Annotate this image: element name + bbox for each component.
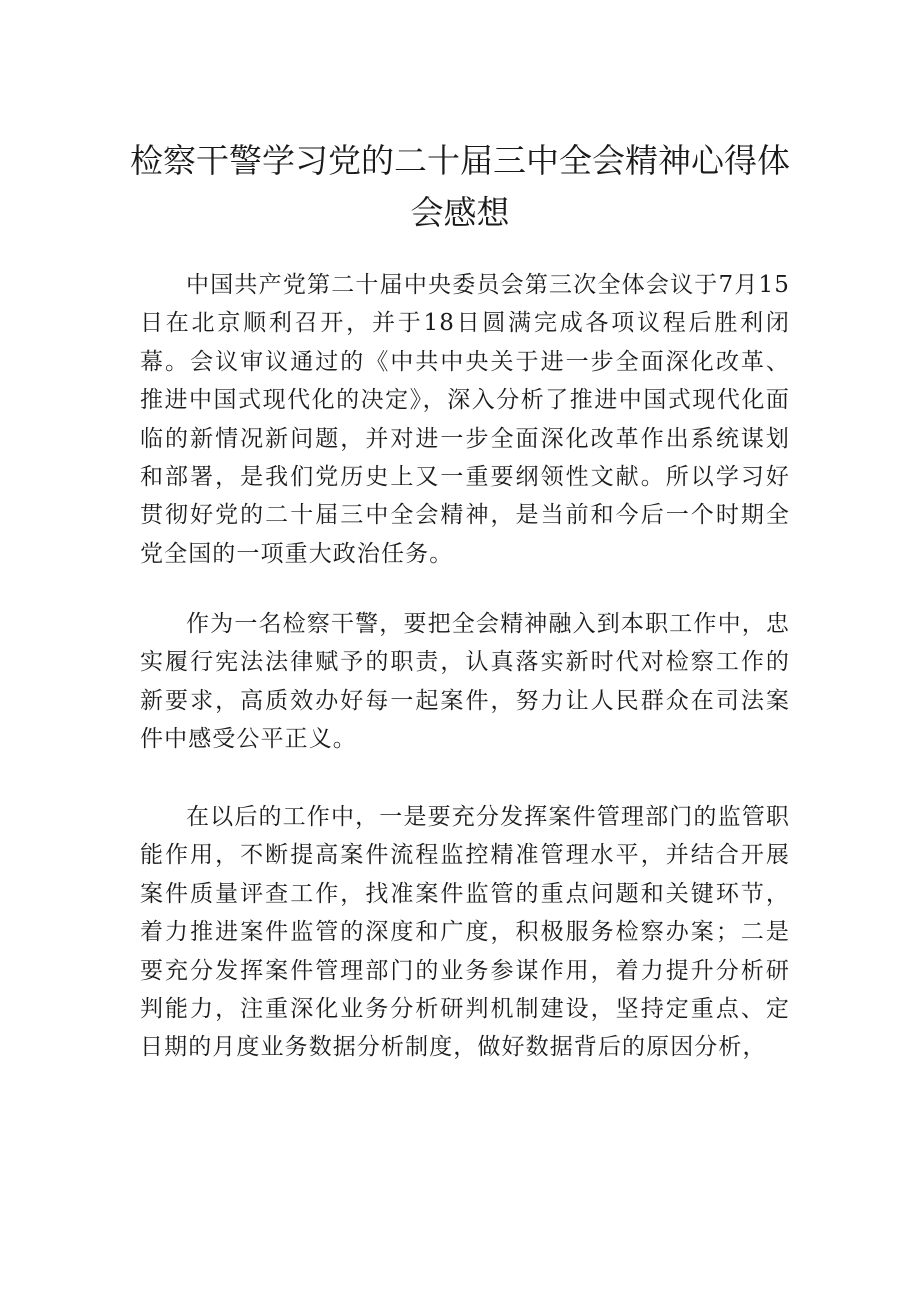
body-paragraph-3: 在以后的工作中，一是要充分发挥案件管理部门的监管职能作用，不断提高案件流程监控精准管理水平，并结合开展案件质量评查工作，找准案件监管的重点问题和关键环节，着力推进案件监管的深度和广度，积极服务检察办案；二是要充分发挥案件管理部门的业务参谋作用，着力提升分析研判能力，注重深化业务分析研判机制建设，坚持定重点、定日期的月度业务数据分析制度，做好数据背后的原因分析， (140, 804, 790, 1061)
body-paragraph-2: 作为一名检察干警，要把全会精神融入到本职工作中，忠实履行宪法法律赋予的职责，认真落实新时代对检察工作的新要求，高质效办好每一起案件，努力让人民群众在司法案件中感受公平正义。 (140, 611, 790, 753)
document-title-line-1: 检察干警学习党的二十届三中全会精神心得体 (130, 141, 790, 180)
body-paragraph-1: 中国共产党第二十届中央委员会第三次全体会议于7月15日在北京顺利召开，并于18日圆满完成各项议程后胜利闭幕。会议审议通过的《中共中央关于进一步全面深化改革、推进中国式现代化的决定》，深入分析了推进中国式现代化面临的新情况新问题，并对进一步全面深化改革作出系统谋划和部署，是我们党历史上又一重要纲领性文献。所以学习好贯彻好党的二十届三中全会精神，是当前和今后一个时期全党全国的一项重大政治任务。 (140, 272, 790, 567)
document-title-line-2: 会感想 (410, 193, 510, 232)
